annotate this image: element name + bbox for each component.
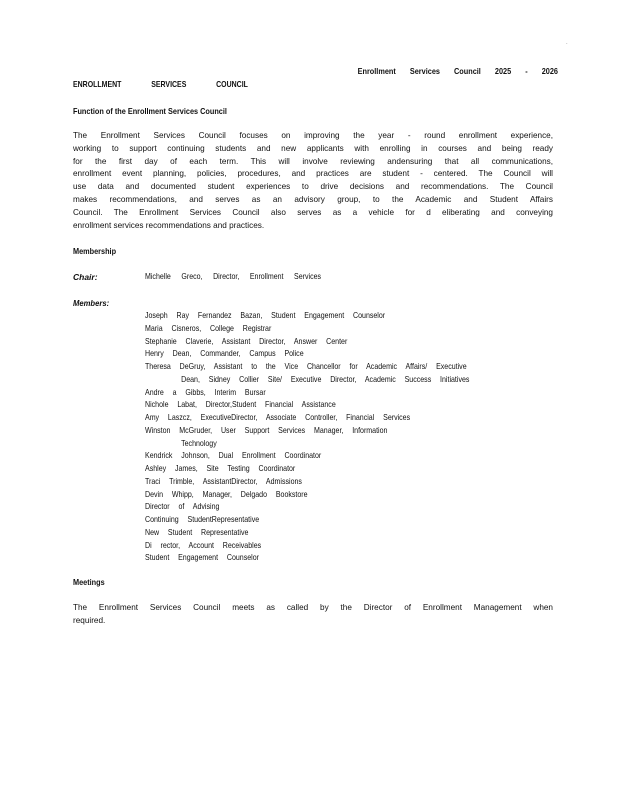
list-item: Dean, Sidney Collier Site/ Executive Director, Academic Success Initiatives bbox=[181, 374, 470, 384]
list-item: Continuing StudentRepresentative bbox=[145, 515, 260, 524]
list-item: Traci Trimble, AssistantDirector, Admissions bbox=[145, 476, 302, 486]
meetings-heading: Meetings bbox=[73, 577, 105, 587]
list-item: Winston McGruder, User Support Services Manager, Information bbox=[145, 425, 388, 435]
list-item: Amy Laszcz, ExecutiveDirector, Associate Controller, Financial Services bbox=[145, 413, 411, 422]
meetings-paragraph bbox=[73, 602, 553, 628]
list-item: Kendrick Johnson, Dual Enrollment Coordinator bbox=[145, 451, 322, 461]
chair-label: Chair: bbox=[73, 272, 98, 282]
list-item: Student Engagement Counselor bbox=[145, 553, 259, 563]
list-item: Henry Dean, Commander, Campus Police bbox=[145, 349, 304, 359]
paragraph-line: Council. The Enrollment Services Council also serves as a vehicle for d eliberating and conveying bbox=[73, 207, 553, 217]
list-item: Devin Whipp, Manager, Delgado Bookstore bbox=[145, 489, 308, 499]
list-item: Ashley James, Site Testing Coordinator bbox=[145, 464, 296, 473]
members-label: Members: bbox=[73, 298, 110, 308]
paragraph-line: makes recommendations, and serves as an advisory group, to the Academic and Student Affairs bbox=[73, 194, 553, 204]
list-item: Andre a Gibbs, Interim Bursar bbox=[145, 387, 266, 397]
list-item: Maria Cisneros, College Registrar bbox=[145, 323, 272, 333]
list-item: Technology bbox=[181, 438, 217, 448]
document-title: ENROLLMENT SERVICES COUNCIL bbox=[73, 79, 248, 89]
members-list bbox=[145, 310, 545, 565]
function-heading: Function of the Enrollment Services Council bbox=[73, 106, 227, 116]
paragraph-line: for the first day of each term. This will involve reviewing andensuring that all communications, bbox=[73, 156, 553, 166]
paragraph-line: working to support continuing students and new applicants with enrolling in courses and being ready bbox=[73, 143, 553, 153]
paragraph-line: The Enrollment Services Council focuses on improving the year - round enrollment experience, bbox=[73, 131, 553, 140]
membership-heading: Membership bbox=[73, 246, 117, 256]
function-paragraph bbox=[73, 130, 553, 232]
paragraph-line: use data and documented student experiences to drive decisions and recommendations. The Council bbox=[73, 182, 553, 192]
list-item: Stephanie Claverie, Assistant Director, Answer Center bbox=[145, 336, 348, 346]
paragraph-line: The Enrollment Services Council meets as called by the Director of Enrollment Management when bbox=[73, 603, 553, 612]
list-item: Nichole Labat, Director,Student Financial Assistance bbox=[145, 400, 336, 410]
paragraph-line: enrollment services recommendations and practices. bbox=[73, 220, 265, 230]
page-mark: . bbox=[566, 40, 568, 46]
list-item: Joseph Ray Fernandez Bazan, Student Engagement Counselor bbox=[145, 311, 386, 320]
list-item: Theresa DeGruy, Assistant to the Vice Chancellor for Academic Affairs/ Executive bbox=[145, 362, 467, 371]
chair-value: Michelle Greco, Director, Enrollment Services bbox=[145, 272, 322, 281]
paragraph-line: enrollment event planning, policies, procedures, and practices are student - centered. The Council will bbox=[73, 169, 553, 179]
list-item: Director of Advising bbox=[145, 502, 220, 512]
running-header: Enrollment Services Council 2025 - 2026 bbox=[357, 66, 558, 76]
list-item: Di rector, Account Receivables bbox=[145, 540, 262, 550]
paragraph-line: required. bbox=[73, 615, 106, 625]
list-item: New Student Representative bbox=[145, 527, 249, 537]
